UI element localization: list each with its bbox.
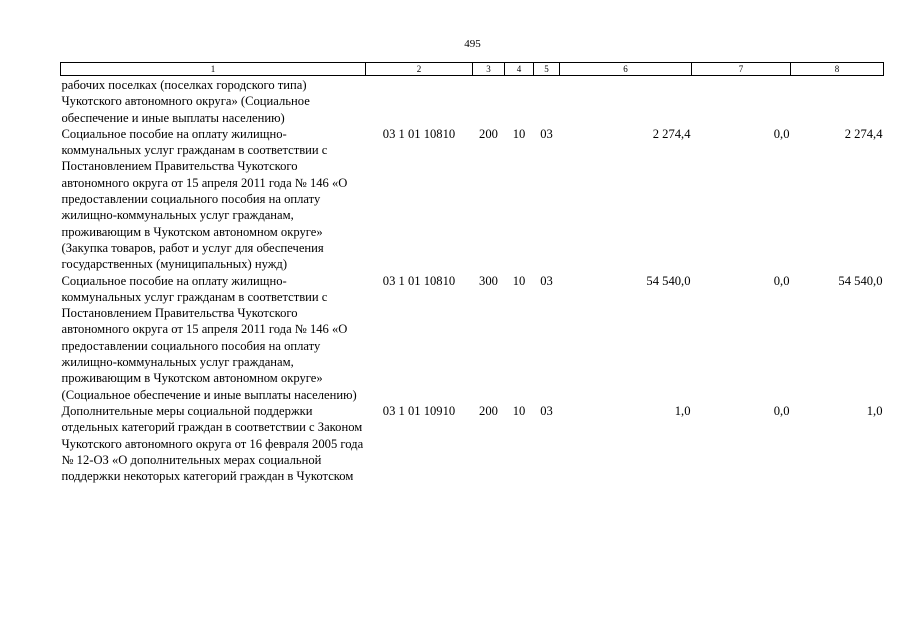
row-amount-col7	[692, 76, 791, 126]
row-name: рабочих поселках (поселках городского типа) Чукотского автономного округа» (Социальное обеспечение и иные выплаты населению)	[61, 78, 310, 125]
row-name: Социальное пособие на оплату жилищно-коммунальных услуг гражданам в соответствии с Постановлением Правительства Чукотского автономного округа от 15 апреля 2011 года № 146 «О предоставлении социального пособия на оплату жилищно-коммунальных услуг гражданам, проживающим в Чукотском автономном округе» (Социальное обеспечение и иные выплаты населению)	[61, 273, 357, 402]
budget-table	[60, 62, 884, 484]
row-section	[505, 76, 534, 126]
column-header-4: 4	[505, 63, 534, 76]
row-target-code: 03 1 01 10810	[382, 273, 456, 288]
row-amount-col8: 2 274,4	[844, 126, 883, 141]
table-row	[61, 403, 884, 484]
row-amount-col8: 54 540,0	[838, 273, 883, 288]
row-target-code: 03 1 01 10910	[382, 403, 456, 418]
column-number-row	[61, 63, 884, 76]
row-amount-col6: 2 274,4	[652, 126, 691, 141]
row-target-code: 03 1 01 10810	[382, 126, 456, 141]
row-subsection	[534, 76, 560, 126]
page-number: 495	[464, 38, 481, 50]
row-name: Дополнительные меры социальной поддержки отдельных категорий граждан в соответствии с Законом Чукотского автономного округа от 16 февраля 2005 года № 12-ОЗ «О дополнительных мерах социальной поддержки некоторых категорий граждан в Чукотском	[61, 403, 364, 484]
row-target-code	[366, 76, 473, 126]
row-section: 10	[512, 273, 526, 288]
row-amount-col7: 0,0	[773, 403, 790, 418]
row-subsection: 03	[540, 126, 553, 141]
table-row	[61, 126, 884, 273]
row-amount-col8	[791, 76, 884, 126]
table-row	[61, 273, 884, 403]
column-header-1: 1	[61, 63, 366, 76]
row-amount-col6: 54 540,0	[646, 273, 691, 288]
row-expense-type: 300	[479, 273, 498, 288]
row-subsection: 03	[540, 273, 553, 288]
column-header-6: 6	[560, 63, 692, 76]
column-header-8: 8	[791, 63, 884, 76]
row-amount-col6	[560, 76, 692, 126]
column-header-3: 3	[473, 63, 505, 76]
column-header-5: 5	[534, 63, 560, 76]
column-header-7: 7	[692, 63, 791, 76]
row-amount-col7: 0,0	[773, 126, 790, 141]
table-row	[61, 76, 884, 126]
row-expense-type: 200	[479, 126, 498, 141]
row-subsection: 03	[540, 403, 553, 418]
row-expense-type: 200	[479, 403, 498, 418]
column-header-2: 2	[366, 63, 473, 76]
row-expense-type	[473, 76, 505, 126]
row-amount-col8: 1,0	[866, 403, 883, 418]
row-amount-col6: 1,0	[674, 403, 691, 418]
row-name: Социальное пособие на оплату жилищно-коммунальных услуг гражданам в соответствии с Постановлением Правительства Чукотского автономного округа от 15 апреля 2011 года № 146 «О предоставлении социального пособия на оплату жилищно-коммунальных услуг гражданам, проживающим в Чукотском автономном округе» (Закупка товаров, работ и услуг для обеспечения государственных (муниципальных) нужд)	[61, 126, 348, 272]
row-section: 10	[512, 126, 526, 141]
row-section: 10	[512, 403, 526, 418]
row-amount-col7: 0,0	[773, 273, 790, 288]
